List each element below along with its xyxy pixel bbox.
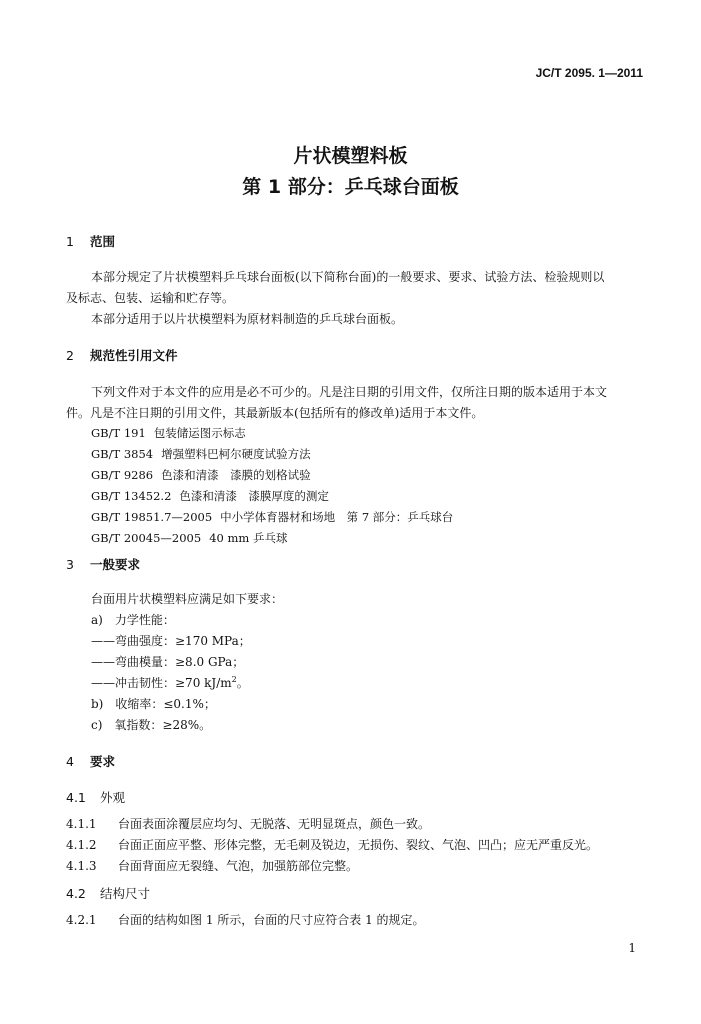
subsection-4-1-heading — [66, 788, 125, 806]
subsection-number: 4.1 — [66, 790, 86, 805]
clause-number: 4.2.1 — [66, 913, 97, 927]
paragraph-continuation: 及标志、包装、运输和贮存等。 — [66, 291, 235, 305]
paragraph: 本部分适用于以片状模塑料为原材料制造的乒乓球台面板。 — [91, 312, 404, 326]
reference-code: GB/T 191 — [91, 426, 146, 440]
reference-item — [91, 425, 246, 441]
reference-title: 中小学体育器材和场地 第 7 部分：乒乓球台 — [220, 510, 454, 524]
paragraph: 本部分规定了片状模塑料乒乓球台面板(以下简称台面)的一般要求、要求、试验方法、检验规则以 — [91, 270, 605, 284]
paragraph-continuation: 件。凡是不注日期的引用文件，其最新版本(包括所有的修改单)适用于本文件。 — [66, 406, 484, 420]
section-title: 范围 — [90, 234, 116, 249]
reference-code: GB/T 20045—2005 — [91, 531, 202, 545]
reference-code: GB/T 19851.7—2005 — [91, 510, 213, 524]
reference-title: 包装储运图示标志 — [153, 426, 246, 440]
list-item: c) 氧指数：≥28%。 — [91, 718, 212, 732]
paragraph: 下列文件对于本文件的应用是必不可少的。凡是注日期的引用文件，仅所注日期的版本适用于本文 — [91, 385, 608, 399]
clause-4-1-1 — [66, 815, 430, 832]
section-3-heading — [66, 555, 140, 573]
list-subitem-end: 。 — [236, 676, 249, 690]
clause-4-2-1 — [66, 911, 425, 928]
section-title: 规范性引用文件 — [90, 348, 178, 363]
clause-4-1-2 — [66, 836, 598, 853]
standard-code: JC/T 2095. 1—2011 — [535, 66, 643, 80]
section-2-heading — [66, 346, 178, 364]
clause-number: 4.1.3 — [66, 859, 97, 873]
section-number: 1 — [66, 234, 74, 249]
subsection-4-2-heading — [66, 884, 150, 902]
reference-title: 40 mm 乒乓球 — [209, 531, 288, 545]
subsection-number: 4.2 — [66, 886, 86, 901]
superscript: 2 — [231, 675, 237, 684]
subsection-title: 结构尺寸 — [100, 886, 151, 901]
list-subitem-text: ——冲击韧性：≥70 kJ/m — [91, 676, 232, 690]
reference-title: 色漆和清漆 漆膜的划格试验 — [161, 468, 311, 482]
clause-text: 台面表面涂覆层应均匀、无脱落、无明显斑点，颜色一致。 — [118, 817, 431, 831]
reference-title: 色漆和清漆 漆膜厚度的测定 — [179, 489, 329, 503]
reference-item — [91, 467, 311, 483]
clause-text: 台面的结构如图 1 所示，台面的尺寸应符合表 1 的规定。 — [118, 913, 425, 927]
list-item: a) 力学性能： — [91, 613, 175, 627]
list-item: b) 收缩率：≤0.1%； — [91, 697, 216, 711]
document-part-title: 第 1 部分：乒乓球台面板 — [242, 176, 459, 198]
section-4-heading — [66, 752, 115, 770]
clause-text: 台面正面应平整、形体完整，无毛刺及锐边，无损伤、裂纹、气泡、凹凸；应无严重反光。 — [118, 838, 599, 852]
clause-text: 台面背面应无裂缝、气泡，加强筋部位完整。 — [118, 859, 359, 873]
reference-code: GB/T 9286 — [91, 468, 154, 482]
clause-number: 4.1.2 — [66, 838, 97, 852]
list-subitem: ——弯曲模量：≥8.0 GPa； — [91, 655, 245, 669]
section-title: 要求 — [90, 754, 116, 769]
section-number: 2 — [66, 348, 74, 363]
reference-item — [91, 488, 329, 504]
clause-number: 4.1.1 — [66, 817, 97, 831]
paragraph: 台面用片状模塑料应满足如下要求： — [91, 592, 284, 606]
page-number: 1 — [628, 941, 636, 955]
reference-item — [91, 446, 311, 462]
document-title: 片状模塑料板 — [293, 145, 408, 167]
reference-code: GB/T 13452.2 — [91, 489, 172, 503]
reference-title: 增强塑料巴柯尔硬度试验方法 — [161, 447, 311, 461]
reference-item — [91, 509, 453, 525]
section-title: 一般要求 — [90, 557, 141, 572]
section-number: 4 — [66, 754, 74, 769]
clause-4-1-3 — [66, 857, 358, 874]
section-1-heading — [66, 232, 115, 250]
reference-item — [91, 530, 287, 546]
list-subitem — [91, 674, 249, 691]
section-number: 3 — [66, 557, 74, 572]
reference-code: GB/T 3854 — [91, 447, 154, 461]
subsection-title: 外观 — [100, 790, 126, 805]
list-subitem: ——弯曲强度：≥170 MPa； — [91, 634, 251, 648]
